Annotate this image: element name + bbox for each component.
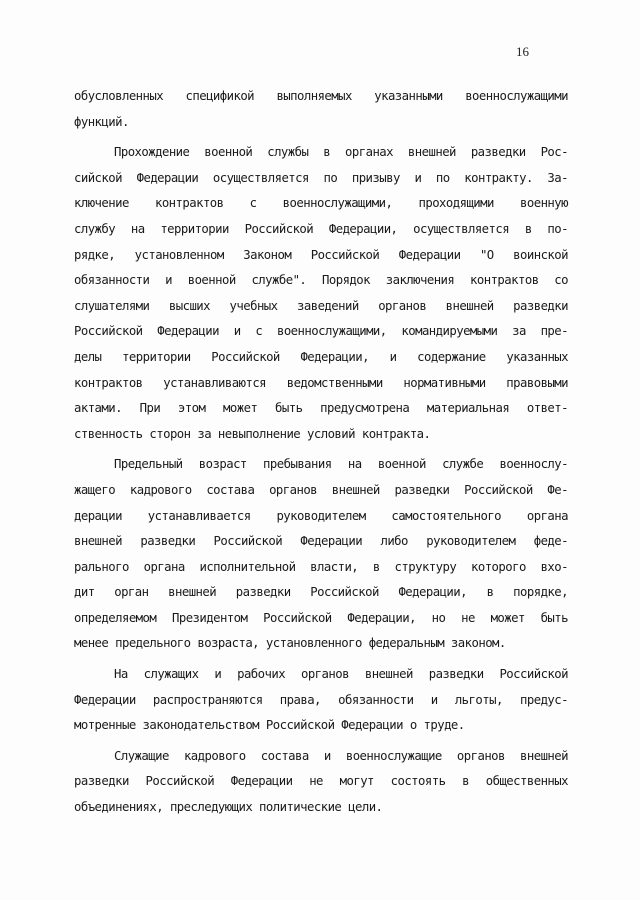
- text-line: Служащие кадрового состава и военнослужащие органов внешней: [114, 748, 568, 763]
- text-line: обязанности и военной службе". Порядок заключения контрактов со: [74, 273, 568, 288]
- text-line: разведки Российской Федерации не могут состоять в общественных: [74, 774, 568, 789]
- text-line: делы территории Российской Федерации, и содержание указанных: [74, 349, 568, 364]
- text-line: слушателями высших учебных заведений органов внешней разведки: [74, 298, 568, 313]
- text-line: рального органа исполнительной власти, в структуру которого вхо-: [74, 559, 568, 574]
- text-line: Российской Федерации и с военнослужащими, командируемыми за пре-: [74, 324, 568, 339]
- paragraph: [74, 662, 568, 739]
- text-line: внешней разведки Российской Федерации либо руководителем феде-: [74, 534, 568, 549]
- text-line: рядке, установленном Законом Российской Федерации "О воинской: [74, 247, 568, 262]
- text-line: ственность сторон за невыполнение условий контракта.: [74, 426, 431, 441]
- text-line: обусловленных спецификой выполняемых указанными военнослужащими: [74, 89, 568, 103]
- text-line: ключение контрактов с военнослужащими, проходящими военную: [74, 196, 568, 211]
- text-line: дерации устанавливается руководителем самостоятельного органа: [74, 508, 568, 523]
- text-line: Предельный возраст пребывания на военной службе военнослу-: [114, 457, 568, 472]
- document-body: [74, 84, 568, 821]
- paragraph: [74, 744, 568, 821]
- paragraph: [74, 84, 568, 135]
- paragraph: [74, 452, 568, 657]
- paragraph: [74, 140, 568, 447]
- text-line: дит орган внешней разведки Российской Федерации, в порядке,: [74, 585, 568, 600]
- text-line: жащего кадрового состава органов внешней разведки Российской Фе-: [74, 482, 568, 497]
- text-line: мотренные законодательством Российской Федерации о труде.: [74, 718, 465, 733]
- text-line: На служащих и рабочих органов внешней разведки Российской: [114, 667, 568, 682]
- text-line: определяемом Президентом Российской Федерации, но не может быть: [74, 610, 568, 625]
- text-line: менее предельного возраста, установленного федеральным законом.: [74, 636, 506, 651]
- page-number: 16: [516, 44, 529, 59]
- text-line: сийской Федерации осуществляется по призыву и по контракту. За-: [74, 170, 568, 185]
- text-line: Федерации распространяются права, обязанности и льготы, предус-: [74, 692, 568, 707]
- text-line: актами. При этом может быть предусмотрена материальная ответ-: [74, 401, 568, 416]
- text-line: Прохождение военной службы в органах внешней разведки Рос-: [114, 145, 568, 160]
- text-line: объединениях, преследующих политические цели.: [74, 800, 383, 815]
- text-line: функций.: [74, 114, 129, 129]
- text-line: контрактов устанавливаются ведомственными нормативными правовыми: [74, 375, 568, 390]
- text-line: службу на территории Российской Федерации, осуществляется в по-: [74, 221, 568, 236]
